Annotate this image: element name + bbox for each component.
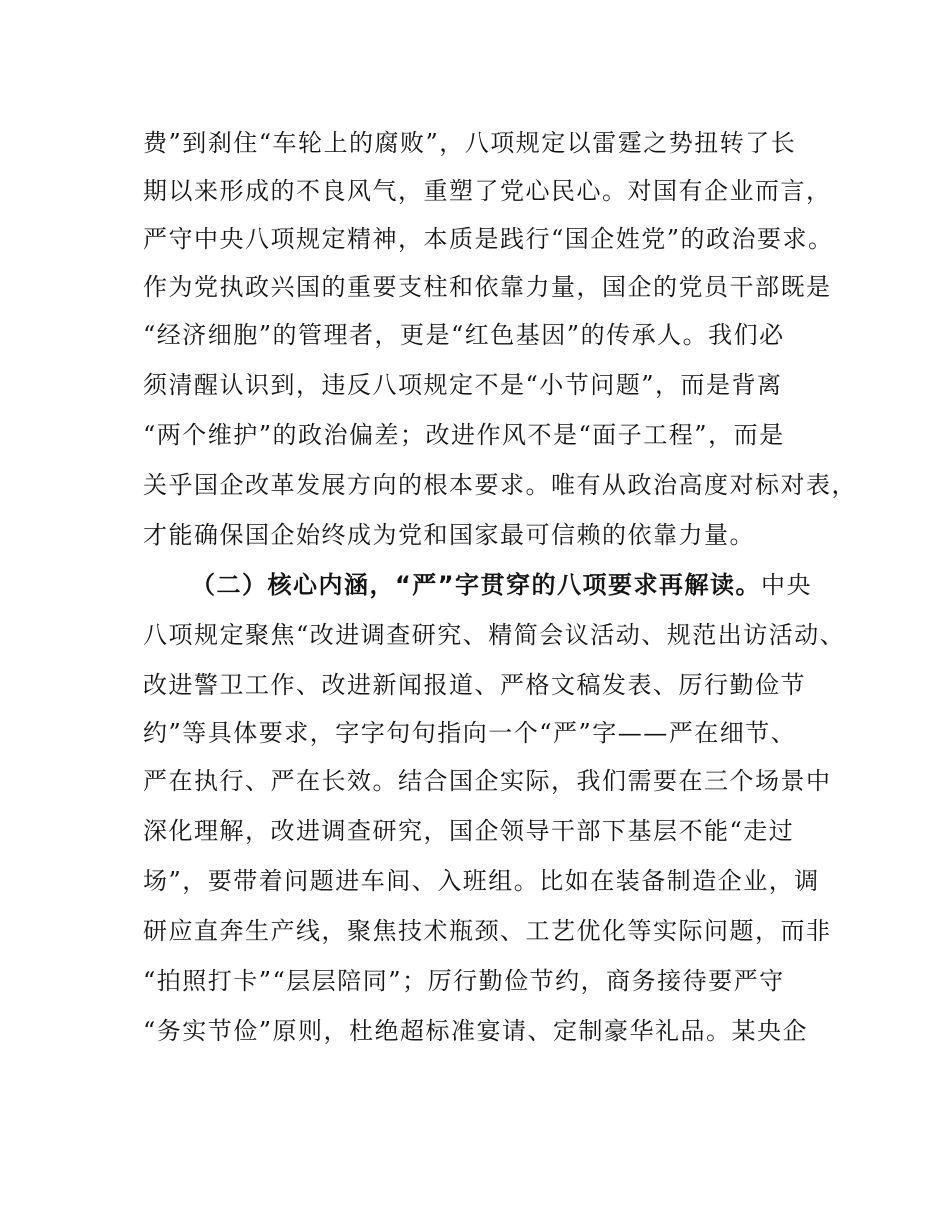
paragraph-line: 才能确保国企始终成为党和国家最可信赖的依靠力量。	[143, 521, 755, 549]
paragraph-line: 研应直奔生产线，聚焦技术瓶颈、工艺优化等实际问题，而非	[143, 917, 832, 945]
paragraph-line: “拍照打卡”“层层陪同”；厉行勤俭节约，商务接待要严守	[143, 967, 785, 995]
paragraph-line: 费”到刹住“车轮上的腐败”，八项规定以雷霆之势扭转了长	[143, 129, 797, 157]
paragraph-line: “务实节俭”原则，杜绝超标准宴请、定制豪华礼品。某央企	[143, 1017, 809, 1045]
paragraph-line: 八项规定聚焦“改进调查研究、精简会议活动、规范出访活动、	[143, 621, 846, 649]
paragraph-line: 严守中央八项规定精神，本质是践行“国企姓党”的政治要求。	[143, 225, 834, 253]
paragraph-line: “两个维护”的政治偏差；改进作风不是“面子工程”，而是	[143, 421, 785, 449]
paragraph-line: 须清醒认识到，违反八项规定不是“小节问题”，而是背离	[143, 371, 783, 399]
paragraph-line: 场”，要带着问题进车间、入班组。比如在装备制造企业，调	[143, 867, 820, 895]
paragraph-line: 作为党执政兴国的重要支柱和依靠力量，国企的党员干部既是	[143, 273, 832, 301]
section-heading-continuation: 中央	[761, 571, 813, 599]
paragraph-line: 约”等具体要求，字字句句指向一个“严”字——严在细节、	[143, 719, 797, 747]
paragraph-line: 期以来形成的不良风气，重塑了党心民心。对国有企业而言，	[143, 177, 832, 205]
section-heading: （二）核心内涵，“严”字贯穿的八项要求再解读。	[191, 571, 762, 599]
paragraph-line: 深化理解，改进调查研究，国企领导干部下基层不能“走过	[143, 817, 795, 845]
paragraph-line: 关乎国企改革发展方向的根本要求。唯有从政治高度对标对表，	[143, 471, 857, 499]
paragraph-line: 改进警卫工作、改进新闻报道、严格文稿发表、厉行勤俭节	[143, 671, 806, 699]
section-heading-line	[191, 570, 812, 600]
paragraph-line: “经济细胞”的管理者，更是“红色基因”的传承人。我们必	[143, 321, 785, 349]
paragraph-line: 严在执行、严在长效。结合国企实际，我们需要在三个场景中	[143, 767, 832, 795]
